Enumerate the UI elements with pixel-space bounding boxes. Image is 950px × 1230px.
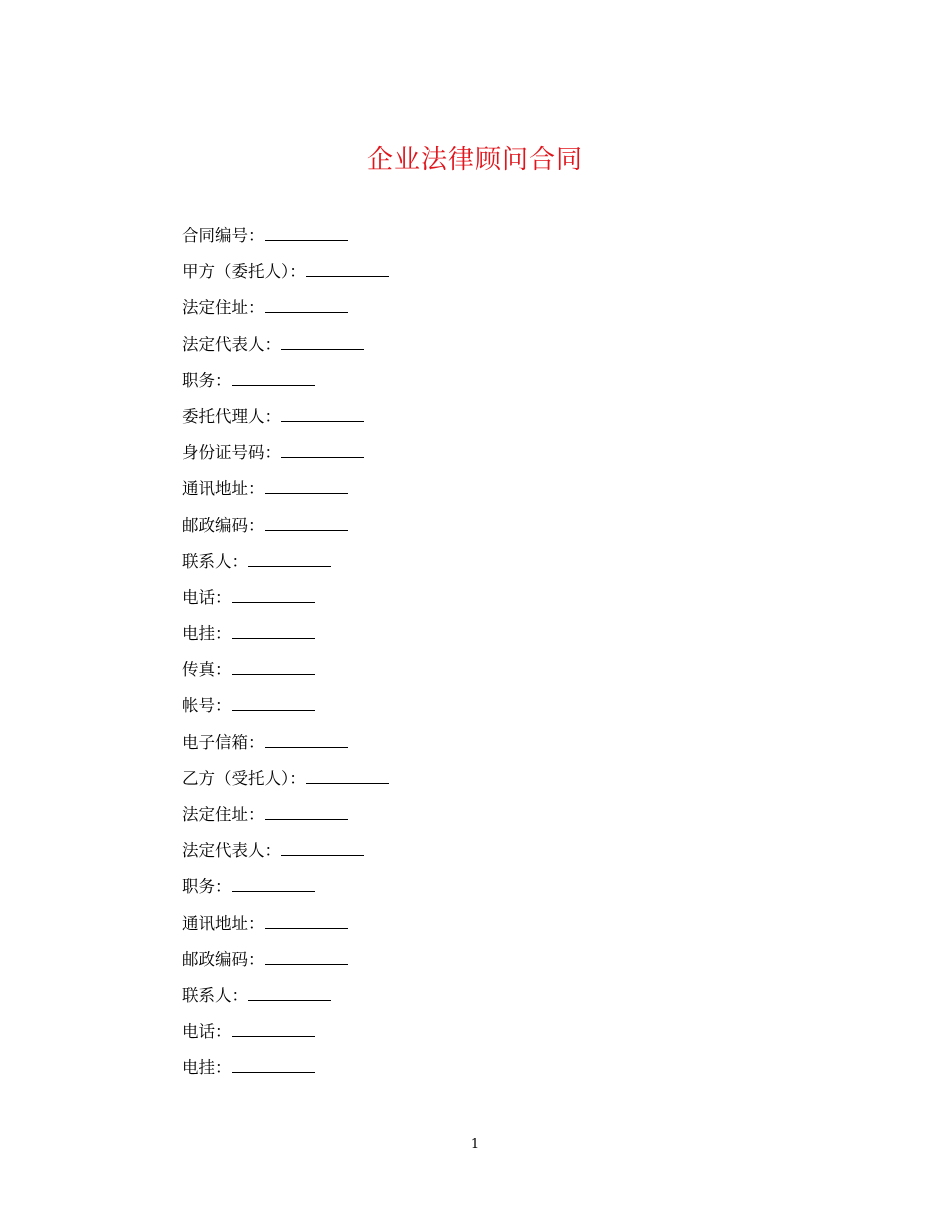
blank-line — [306, 265, 389, 277]
field-label: 通讯地址： — [182, 913, 265, 933]
field-party-a-postcode — [182, 508, 389, 544]
field-label: 职务： — [182, 877, 232, 897]
field-label: 邮政编码： — [182, 949, 265, 969]
field-party-a — [182, 254, 389, 290]
blank-line — [248, 555, 331, 567]
field-party-b-phone — [182, 1014, 389, 1050]
field-party-b-contact — [182, 978, 389, 1014]
blank-line — [265, 301, 348, 313]
field-label: 电挂： — [182, 624, 232, 644]
blank-line — [232, 627, 315, 639]
field-party-a-position — [182, 363, 389, 399]
field-label: 电话： — [182, 587, 232, 607]
field-label: 传真： — [182, 660, 232, 680]
field-party-a-mailing-address — [182, 471, 389, 507]
blank-line — [232, 699, 315, 711]
blank-line — [248, 989, 331, 1001]
field-label: 联系人： — [182, 551, 248, 571]
blank-line — [232, 374, 315, 386]
field-party-a-address — [182, 290, 389, 326]
field-party-a-id-number — [182, 435, 389, 471]
blank-line — [281, 844, 364, 856]
field-party-a-legal-rep — [182, 327, 389, 363]
field-label: 联系人： — [182, 985, 248, 1005]
field-label: 邮政编码： — [182, 515, 265, 535]
blank-line — [281, 446, 364, 458]
field-party-a-agent — [182, 399, 389, 435]
field-label: 法定代表人： — [182, 334, 281, 354]
blank-line — [265, 519, 348, 531]
blank-line — [281, 410, 364, 422]
field-party-b — [182, 761, 389, 797]
blank-line — [265, 917, 348, 929]
field-party-a-phone — [182, 580, 389, 616]
blank-line — [232, 1025, 315, 1037]
blank-line — [232, 591, 315, 603]
field-party-b-legal-rep — [182, 833, 389, 869]
field-party-a-contact — [182, 544, 389, 580]
field-party-a-account — [182, 688, 389, 724]
field-label: 电子信箱： — [182, 732, 265, 752]
field-party-b-postcode — [182, 942, 389, 978]
field-label: 甲方（委托人）： — [182, 262, 306, 282]
blank-line — [306, 772, 389, 784]
field-label: 电挂： — [182, 1058, 232, 1078]
field-label: 法定住址： — [182, 298, 265, 318]
contract-fields-list — [182, 218, 389, 1087]
blank-line — [265, 808, 348, 820]
field-label: 通讯地址： — [182, 479, 265, 499]
field-label: 电话： — [182, 1022, 232, 1042]
blank-line — [265, 229, 348, 241]
field-contract-number — [182, 218, 389, 254]
blank-line — [265, 482, 348, 494]
field-label: 身份证号码： — [182, 443, 281, 463]
blank-line — [265, 953, 348, 965]
page-number: 1 — [470, 1137, 480, 1152]
blank-line — [265, 736, 348, 748]
field-party-a-cable — [182, 616, 389, 652]
field-label: 帐号： — [182, 696, 232, 716]
field-label: 法定住址： — [182, 805, 265, 824]
field-label: 委托代理人： — [182, 406, 281, 426]
field-party-b-cable — [182, 1050, 389, 1086]
field-label: 法定代表人： — [182, 841, 281, 861]
blank-line — [232, 1061, 315, 1073]
field-label: 乙方（受托人）： — [182, 768, 306, 788]
field-party-a-fax — [182, 652, 389, 688]
field-party-b-address — [182, 797, 389, 833]
field-party-a-email — [182, 725, 389, 761]
field-label: 合同编号： — [182, 226, 265, 245]
document-title: 企业法律顾问合同 — [366, 145, 583, 175]
field-label: 职务： — [182, 370, 232, 390]
field-party-b-mailing-address — [182, 906, 389, 942]
blank-line — [232, 880, 315, 892]
blank-line — [232, 663, 315, 675]
blank-line — [281, 338, 364, 350]
field-party-b-position — [182, 869, 389, 905]
